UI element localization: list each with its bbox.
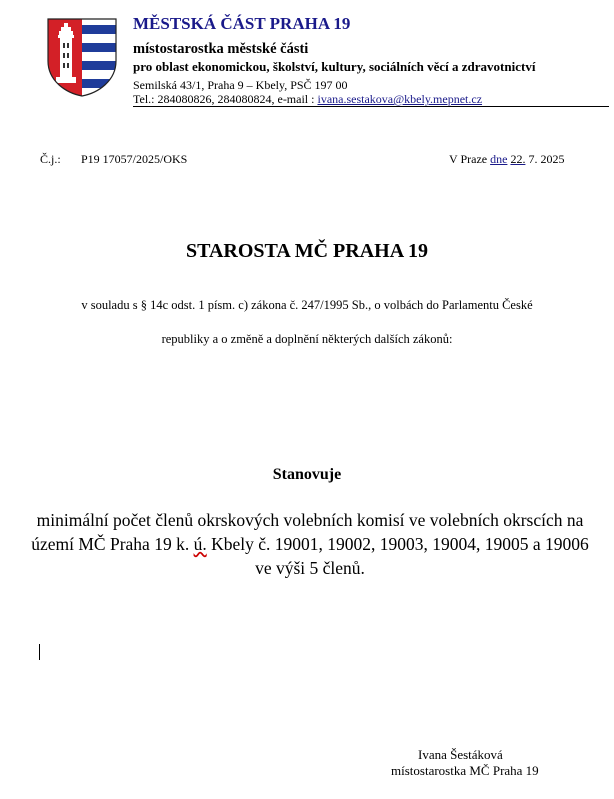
office-address: Semilská 43/1, Praha 9 – Kbely, PSČ 197 00 bbox=[133, 78, 348, 92]
date-dne: dne bbox=[490, 152, 508, 166]
contact-line bbox=[133, 92, 482, 107]
decision-text-part-2: Kbely č. 19001, 19002, 19003, 19004, 19005 a 19006 ve výši 5 členů. bbox=[206, 534, 589, 578]
date-day: 22. bbox=[510, 152, 526, 166]
office-scope: pro oblast ekonomickou, školství, kultury, sociálních věcí a zdravotnictví bbox=[133, 59, 536, 74]
reference-number: P19 17057/2025/OKS bbox=[81, 152, 188, 166]
municipality-title: MĚSTSKÁ ČÁST PRAHA 19 bbox=[133, 14, 351, 33]
office-name: místostarostka městské části bbox=[133, 41, 309, 57]
date-prefix: V Praze bbox=[449, 152, 491, 166]
text-cursor[interactable] bbox=[39, 644, 40, 660]
legal-basis-line-1: v souladu s § 14c odst. 1 písm. c) zákona č. 247/1995 Sb., o volbách do Parlamentu České bbox=[81, 298, 533, 312]
decision-text bbox=[30, 508, 590, 580]
signatory-role: místostarostka MČ Praha 19 bbox=[391, 763, 539, 778]
decision-text-part-1: minimální počet členů okrskových volebních komisí ve volebních okrscích na území MČ Praha 19 k. bbox=[31, 510, 584, 554]
signatory-name: Ivana Šestáková bbox=[418, 747, 503, 762]
phone-numbers: Tel.: 284080826, 284080824, e-mail : bbox=[133, 92, 318, 106]
legal-basis-line-2: republiky a o změně a doplnění některých dalších zákonů: bbox=[161, 332, 453, 346]
document-date bbox=[449, 152, 564, 167]
document-title: STAROSTA MČ PRAHA 19 bbox=[185, 240, 429, 262]
municipal-crest-icon bbox=[46, 17, 118, 97]
date-rest: 7. 2025 bbox=[525, 152, 565, 166]
decision-heading: Stanovuje bbox=[272, 466, 342, 483]
header-divider bbox=[133, 106, 609, 107]
email-link[interactable]: ivana.sestakova@kbely.mepnet.cz bbox=[317, 92, 483, 106]
reference-label: Č.j.: bbox=[40, 152, 61, 166]
spellcheck-word: ú. bbox=[193, 534, 207, 554]
